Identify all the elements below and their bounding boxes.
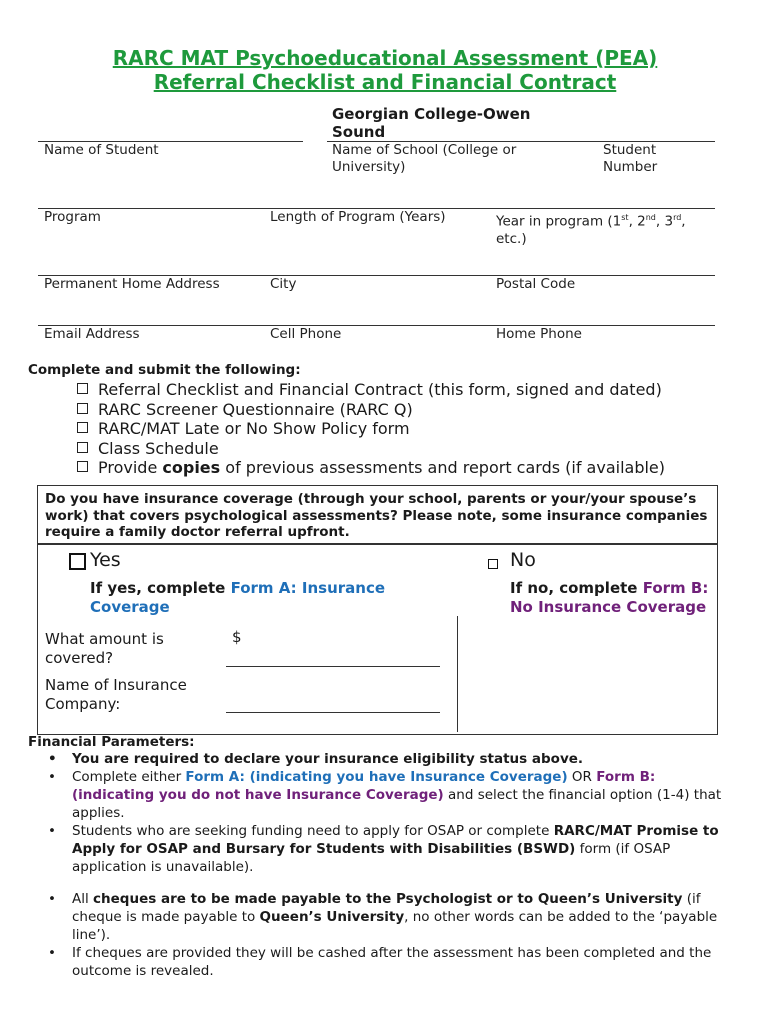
- no-instruction: If no, complete Form B: No Insurance Coverage: [510, 579, 709, 616]
- student-number-label: Student Number: [603, 142, 658, 175]
- financial-heading: Financial Parameters:: [28, 734, 195, 750]
- checklist-item[interactable]: RARC/MAT Late or No Show Policy form: [77, 419, 665, 439]
- checkbox-icon[interactable]: [77, 442, 88, 453]
- financial-item: • Complete either Form A: (indicating you have Insurance Coverage) OR Form B: (indicating you do not have Insurance Coverage) and select the financial option (1-4) that applies.: [48, 769, 722, 821]
- financial-item: • Students who are seeking funding need to apply for OSAP or complete RARC/MAT Promise to Apply for OSAP and Bursary for Students with Disabilities (BSWD) form (if OSAP application is unavailable).: [48, 823, 719, 875]
- year-in-program-label: Year in program (1st, 2nd, 3rd, etc.): [496, 213, 686, 247]
- cell-phone-label: Cell Phone: [270, 326, 342, 342]
- insurance-question: Do you have insurance coverage (through your school, parents or your/your spouse’s work) that covers psychological assessments? Please note, some insurance companies require a family doctor referral upfront.: [45, 491, 708, 540]
- insurance-company-label: Name of Insurance Company:: [45, 676, 187, 713]
- postal-code-label: Postal Code: [496, 276, 576, 292]
- checklist-item[interactable]: Class Schedule: [77, 439, 665, 459]
- checklist: [77, 380, 665, 478]
- no-label: No: [510, 549, 536, 571]
- no-checkbox-icon[interactable]: [488, 559, 498, 569]
- checklist-item[interactable]: Provide copies of previous assessments and report cards (if available): [77, 458, 665, 478]
- checkbox-icon[interactable]: [77, 383, 88, 394]
- checklist-item[interactable]: Referral Checklist and Financial Contract (this form, signed and dated): [77, 380, 665, 400]
- checkbox-icon[interactable]: [77, 461, 88, 472]
- page-title-line2: Referral Checklist and Financial Contract: [153, 70, 617, 94]
- home-phone-label: Home Phone: [496, 326, 582, 342]
- permanent-address-label: Permanent Home Address: [44, 276, 220, 292]
- email-line: [38, 325, 715, 326]
- checkbox-icon[interactable]: [77, 403, 88, 414]
- insurance-divider: [457, 616, 458, 732]
- program-label: Program: [44, 209, 101, 225]
- email-label: Email Address: [44, 326, 140, 342]
- yes-checkbox-icon[interactable]: [69, 553, 86, 570]
- length-of-program-label: Length of Program (Years): [270, 209, 446, 225]
- financial-item: • All cheques are to be made payable to the Psychologist or to Queen’s University (if cheque is made payable to Queen’s University, no other words can be added to the ‘payable line’).: [48, 891, 718, 943]
- yes-instruction: If yes, complete Form A: Insurance Coverage: [90, 579, 386, 616]
- insurance-company-input-line[interactable]: [226, 712, 440, 713]
- checklist-heading: Complete and submit the following:: [28, 362, 301, 378]
- amount-input-line[interactable]: [226, 666, 440, 667]
- financial-list: [48, 750, 722, 980]
- city-label: City: [270, 276, 297, 292]
- checkbox-icon[interactable]: [77, 422, 88, 433]
- name-of-student-label: Name of Student: [44, 142, 159, 158]
- amount-prefix: $: [232, 628, 242, 646]
- amount-label: What amount is covered?: [45, 630, 164, 667]
- school-value: Georgian College-Owen Sound: [332, 105, 531, 141]
- financial-item: • If cheques are provided they will be cashed after the assessment has been completed and the outcome is revealed.: [48, 945, 712, 979]
- checklist-item[interactable]: RARC Screener Questionnaire (RARC Q): [77, 400, 665, 420]
- yes-label: Yes: [90, 549, 121, 571]
- financial-item: • You are required to declare your insurance eligibility status above.: [48, 751, 584, 767]
- page-title-line1: RARC MAT Psychoeducational Assessment (PEA): [112, 46, 658, 70]
- school-label: Name of School (College or University): [332, 142, 517, 175]
